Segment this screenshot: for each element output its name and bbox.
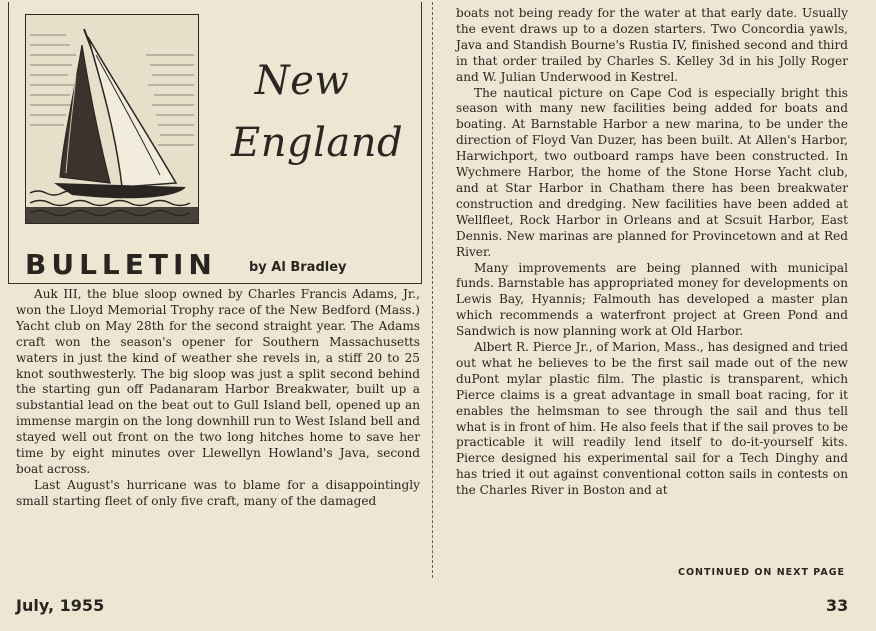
paragraph: The nautical picture on Cape Cod is especially bright this season with many new facilities being added for boats and boating. At Barnstable Harbor a new marina, to be under the direction of Floyd Van Duzer, has been built. At Allen's Harbor, Harwichport, two outboard ramps have been constructed. In Wychmere Harbor, the home of the Stone Horse Yacht club, and at Star Harbor in Chatham there has been breakwater construction and dredging. New facilities have been added at Wellfleet, Rock Harbor in Orleans and at Scsuit Harbor, East Dennis. New marinas are planned for Provincetown and at Red River. xyxy=(456,85,848,259)
paragraph: Auk III, the blue sloop owned by Charles Francis Adams, Jr., won the Lloyd Memorial Trophy race of the New Bedford (Mass.) Yacht club on May 28th for the second straight year. The Adams craft won the season's opener for Southern Massachusetts waters in just the kind of weather she revels in, a stiff 20 to 25 knot southwesterly. The big sloop was just a split second behind the starting gun off Padanaram Harbor Breakwater, built up a substantial lead on the beat out to Gull Island bell, opened up an immense margin on the long downhill run to West Island bell and stayed well out front on the two long hitches home to save her time by eight minutes over Llewellyn Howland's Java, second boat across. xyxy=(16,287,420,476)
paragraph: boats not being ready for the water at that early date. Usually the event draws up to a dozen starters. Two Concordia yawls, Java and Standish Bourne's Rustia IV, finished second and third in that order trailed by Charles S. Kelley 3d in his Jolly Roger and W. Julian Underwood in Kestrel. xyxy=(456,6,848,84)
article-column-right xyxy=(456,6,848,499)
article-column-left xyxy=(16,287,420,510)
column-divider xyxy=(432,2,433,578)
paragraph: Many improvements are being planned with municipal funds. Barnstable has appropriated money for developments on Lewis Bay, Hyannis; Falmouth has developed a master plan which recommends a waterfront project at Green Pond and Sandwich is now planning work at Old Harbor. xyxy=(456,260,848,339)
sailboat-woodcut-icon xyxy=(25,14,199,224)
paragraph: Last August's hurricane was to blame for a disappointingly small starting fleet of only five craft, many of the damaged xyxy=(16,477,420,508)
section-title: BULLETIN xyxy=(25,248,217,281)
issue-date: July, 1955 xyxy=(16,596,105,615)
byline: by Al Bradley xyxy=(249,260,347,275)
title-new: New xyxy=(254,58,350,104)
title-england: England xyxy=(231,120,404,166)
page-number: 33 xyxy=(826,596,849,615)
continued-label: CONTINUED ON NEXT PAGE xyxy=(678,567,845,578)
paragraph: Albert R. Pierce Jr., of Marion, Mass., has designed and tried out what he believes to be the first sail made out of the new duPont mylar plastic film. The plastic is transparent, which Pierce claims is a great advantage in small boat racing, for it enables the helmsman to see through the sail and thus tell what is in front of him. He also feels that if the sail proves to be practicable it will readily lend itself to do-it-yourself kits. Pierce designed his experimental sail for a Tech Dinghy and has tried it out against conventional cotton sails in contests on the Charles River in Boston and at xyxy=(456,340,848,498)
masthead-box xyxy=(8,2,422,284)
